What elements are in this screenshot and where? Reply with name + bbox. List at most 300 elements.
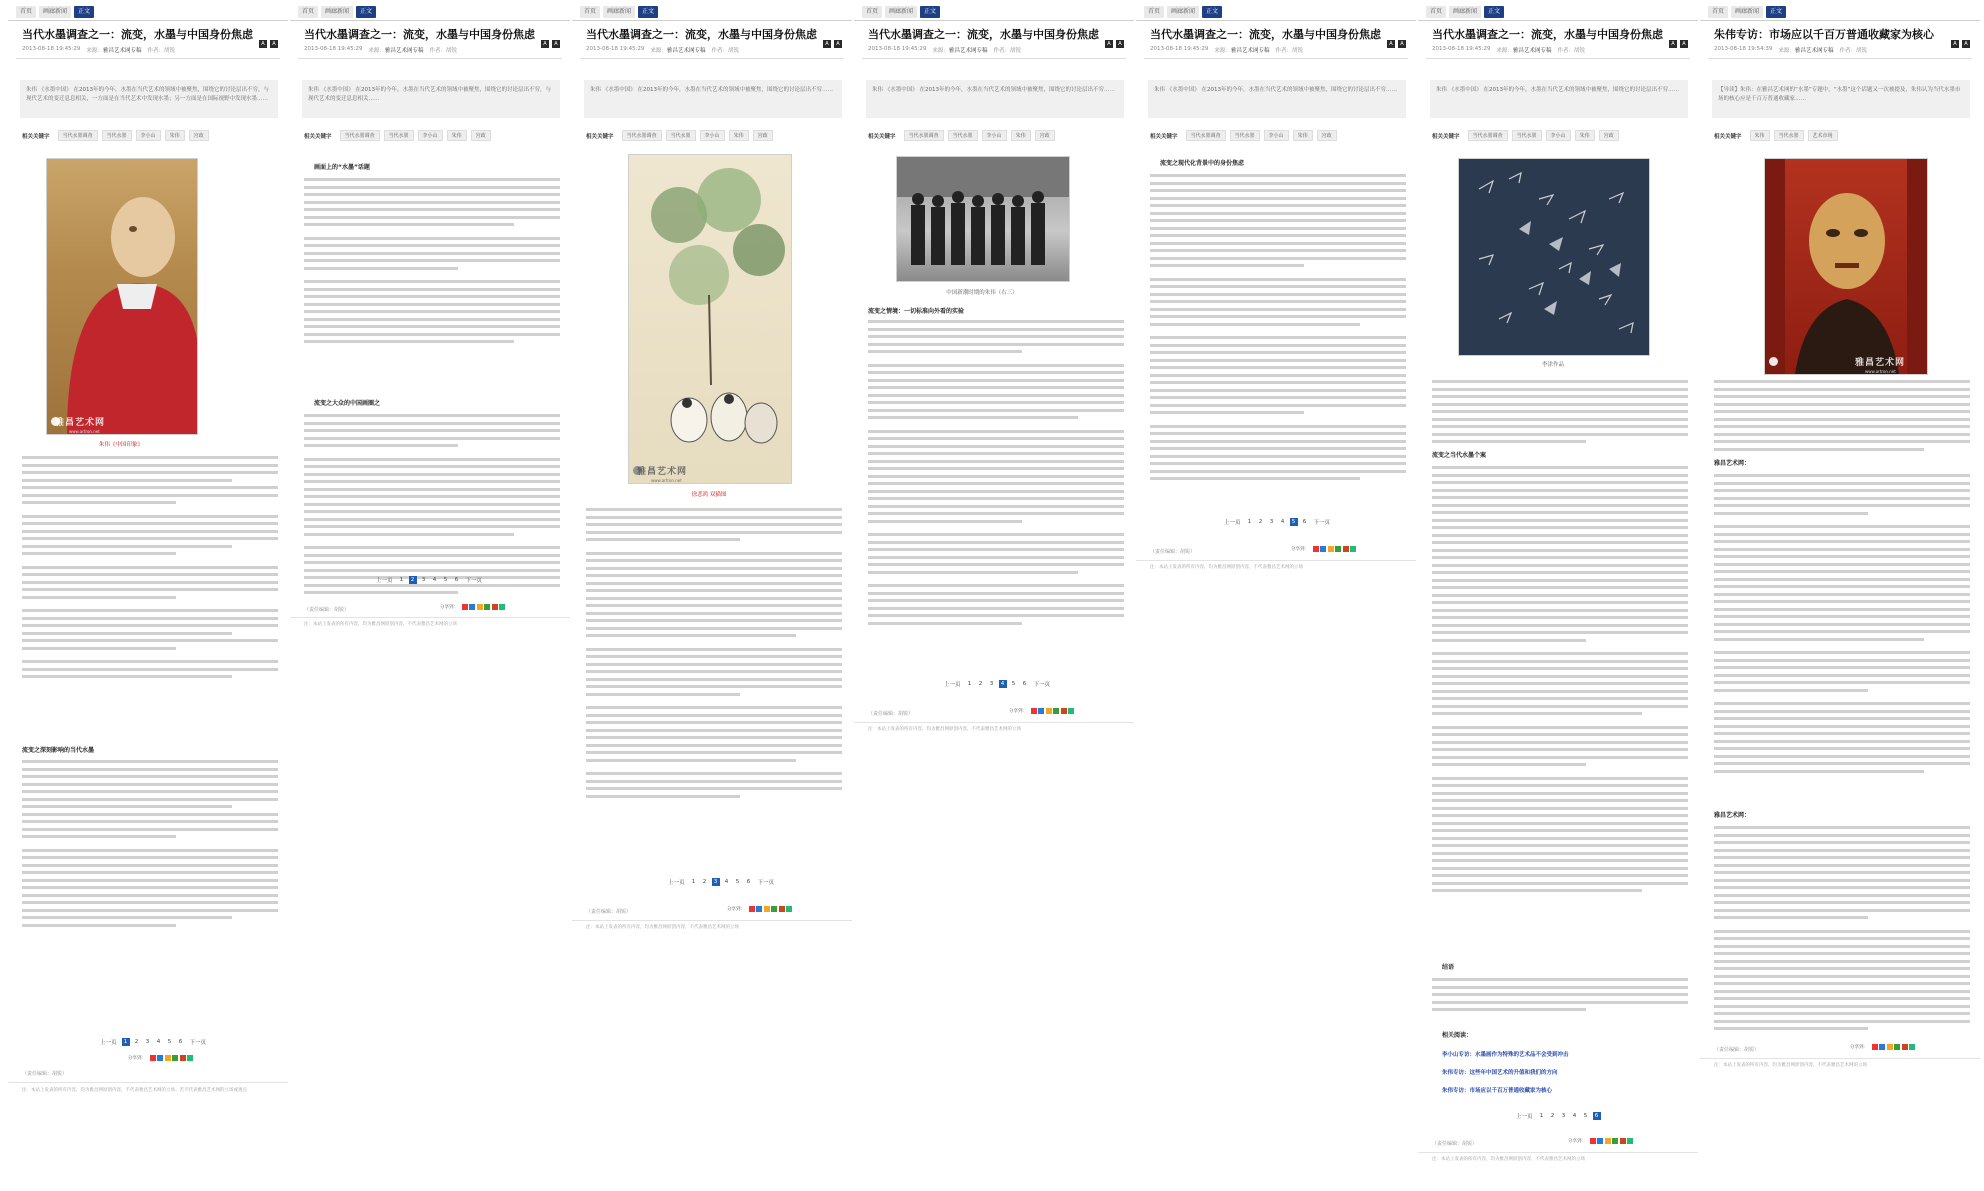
share-weibo-icon[interactable] bbox=[1872, 1044, 1878, 1050]
share-weibo-icon[interactable] bbox=[462, 604, 468, 610]
article-body bbox=[22, 456, 278, 683]
article-body bbox=[1714, 380, 1970, 455]
share-qq-icon[interactable] bbox=[1879, 1044, 1885, 1050]
next-page-link[interactable]: 下一页 bbox=[757, 880, 775, 886]
breadcrumb bbox=[1708, 6, 1786, 18]
tag[interactable]: 宫政 bbox=[1317, 130, 1337, 141]
article-summary bbox=[302, 80, 560, 118]
page-link[interactable]: 1 bbox=[122, 1038, 130, 1046]
divider bbox=[572, 20, 852, 21]
disclaimer: 注：本站上发表的所有内容，均为雅昌网原创内容，不代表雅昌艺术网的立场 bbox=[304, 622, 457, 627]
share-kaixin-icon[interactable] bbox=[492, 604, 498, 610]
article-image-portrait[interactable] bbox=[46, 158, 198, 435]
tag[interactable]: 宫政 bbox=[189, 130, 209, 141]
article-meta bbox=[1432, 46, 1585, 54]
breadcrumb-news[interactable]: 画廊新闻 bbox=[321, 6, 353, 18]
tag[interactable]: 当代水墨 bbox=[384, 130, 414, 141]
tag[interactable]: 朱伟 bbox=[447, 130, 467, 141]
breadcrumb-current[interactable]: 正文 bbox=[638, 6, 658, 18]
prev-page-link[interactable]: 上一页 bbox=[668, 880, 685, 886]
article-panel-3 bbox=[572, 0, 852, 1191]
share-label: 分享到： bbox=[727, 907, 745, 912]
share-kaixin-icon[interactable] bbox=[1902, 1044, 1908, 1050]
breadcrumb-news[interactable]: 画廊新闻 bbox=[1449, 6, 1481, 18]
tags-label: 相关关键字 bbox=[868, 133, 896, 140]
article-summary bbox=[20, 80, 278, 118]
page-link[interactable]: 6 bbox=[746, 879, 751, 885]
tag[interactable]: 朱伟 bbox=[1011, 130, 1031, 141]
divider bbox=[1700, 20, 1980, 21]
font-size-controls bbox=[1951, 40, 1970, 48]
share-more-icon[interactable] bbox=[1068, 708, 1074, 714]
page-link[interactable]: 6 bbox=[454, 577, 459, 583]
article-source[interactable]: 雅昌艺术网专稿 bbox=[948, 48, 988, 54]
tag[interactable]: 当代水墨调查 bbox=[622, 130, 662, 141]
breadcrumb-current[interactable]: 正文 bbox=[1766, 6, 1786, 18]
page-link[interactable]: 5 bbox=[1583, 1113, 1588, 1119]
breadcrumb-home[interactable]: 首页 bbox=[16, 6, 36, 18]
article-body bbox=[1714, 826, 1970, 1035]
font-larger-button[interactable]: A bbox=[1951, 40, 1959, 48]
breadcrumb bbox=[862, 6, 940, 18]
font-larger-button[interactable]: A bbox=[541, 40, 549, 48]
related-link[interactable]: 朱伟专访：这些年中国艺术的升值和我们的方向 bbox=[1442, 1070, 1558, 1076]
share-qq-icon[interactable] bbox=[1597, 1138, 1603, 1144]
summary-text: 朱伟 《水墨中国》 在2013年的今年，水墨在当代艺术的领域中被聚焦，围绕它的讨论层出不穷，与现代艺术的变迁息息相关，一方面是在当代艺术中发现水墨；另一方面是在国际视野中发现水墨…… bbox=[26, 87, 269, 102]
article-image-portrait-red[interactable] bbox=[1764, 158, 1928, 375]
page-link[interactable]: 3 bbox=[712, 878, 720, 886]
font-smaller-button[interactable]: A bbox=[1398, 40, 1406, 48]
keyword-tags bbox=[1432, 130, 1619, 141]
font-size-controls bbox=[1669, 40, 1688, 48]
author-label: 作者： bbox=[1275, 48, 1292, 54]
share-renren-icon[interactable] bbox=[477, 604, 483, 610]
portrait-illustration bbox=[47, 159, 197, 434]
editor-credit: （责任编辑：胡锐） bbox=[586, 909, 632, 915]
divider bbox=[290, 617, 570, 618]
breadcrumb-current[interactable]: 正文 bbox=[74, 6, 94, 18]
share-douban-icon[interactable] bbox=[172, 1055, 178, 1061]
prev-page-link[interactable]: 上一页 bbox=[1516, 1114, 1533, 1120]
article-title: 当代水墨调查之一：流变，水墨与中国身份焦虑 bbox=[22, 28, 253, 41]
share-renren-icon[interactable] bbox=[1605, 1138, 1611, 1144]
source-label: 来源： bbox=[932, 48, 949, 54]
share-qq-icon[interactable] bbox=[157, 1055, 163, 1061]
share-renren-icon[interactable] bbox=[165, 1055, 171, 1061]
source-label: 来源： bbox=[1496, 48, 1513, 54]
disclaimer: 注：本站上发表的所有内容，均为雅昌网原创内容，不代表雅昌艺术网的立场 bbox=[586, 925, 739, 930]
page-link[interactable]: 6 bbox=[1593, 1112, 1601, 1120]
page-link[interactable]: 6 bbox=[1022, 681, 1027, 687]
share-renren-icon[interactable] bbox=[764, 906, 770, 912]
author-label: 作者： bbox=[1557, 48, 1574, 54]
page-link[interactable]: 5 bbox=[443, 577, 448, 583]
article-body bbox=[586, 508, 842, 802]
share-bar bbox=[727, 906, 792, 912]
page-link[interactable]: 5 bbox=[1290, 518, 1298, 526]
breadcrumb-current[interactable]: 正文 bbox=[356, 6, 376, 18]
share-douban-icon[interactable] bbox=[1894, 1044, 1900, 1050]
page-link[interactable]: 6 bbox=[178, 1039, 183, 1045]
editor-credit: （责任编辑：胡锐） bbox=[1714, 1047, 1760, 1053]
divider bbox=[1144, 58, 1408, 59]
prev-page-link[interactable]: 上一页 bbox=[1224, 520, 1241, 526]
share-renren-icon[interactable] bbox=[1328, 546, 1334, 552]
font-larger-button[interactable]: A bbox=[1105, 40, 1113, 48]
keyword-tags bbox=[868, 130, 1055, 141]
article-date: 2013-08-18 19:45:29 bbox=[868, 46, 927, 52]
page-link[interactable]: 2 bbox=[1258, 519, 1263, 525]
share-kaixin-icon[interactable] bbox=[779, 906, 785, 912]
share-qq-icon[interactable] bbox=[1320, 546, 1326, 552]
article-date: 2013-08-18 19:45:29 bbox=[586, 46, 645, 52]
pagination bbox=[942, 680, 1052, 688]
section-heading: 流变之情境：一切标准向外看的实验 bbox=[868, 308, 965, 315]
page-link[interactable]: 1 bbox=[1247, 519, 1252, 525]
next-page-link[interactable]: 下一页 bbox=[189, 1040, 207, 1046]
page-link[interactable]: 5 bbox=[167, 1039, 172, 1045]
divider bbox=[854, 722, 1134, 723]
page-link[interactable]: 2 bbox=[1550, 1113, 1555, 1119]
disclaimer: 注：本站上发表的所有内容，均为雅昌网原创内容，不代表雅昌艺术网的立场 bbox=[868, 727, 1021, 732]
tag[interactable]: 李小山 bbox=[418, 130, 443, 141]
article-meta bbox=[586, 46, 739, 54]
disclaimer: 注：本站上发表的所有内容，均为雅昌网原创内容，不代表雅昌艺术网的立场；若不代表雅昌艺术网的立场或观点 bbox=[22, 1088, 247, 1093]
related-link[interactable]: 朱伟专访：市场应以千百万普通收藏家为核心 bbox=[1442, 1088, 1553, 1094]
prev-page-link[interactable]: 上一页 bbox=[376, 578, 393, 584]
divider bbox=[1708, 58, 1972, 59]
share-qq-icon[interactable] bbox=[469, 604, 475, 610]
article-panel-2 bbox=[290, 0, 570, 1191]
page-link[interactable]: 3 bbox=[1561, 1113, 1566, 1119]
tag[interactable]: 当代水墨调查 bbox=[58, 130, 98, 141]
breadcrumb-home[interactable]: 首页 bbox=[1144, 6, 1164, 18]
article-title: 当代水墨调查之一：流变，水墨与中国身份焦虑 bbox=[1150, 28, 1381, 41]
tag[interactable]: 当代水墨调查 bbox=[340, 130, 380, 141]
breadcrumb-news[interactable]: 画廊新闻 bbox=[1167, 6, 1199, 18]
page-link[interactable]: 3 bbox=[989, 681, 994, 687]
prev-page-link[interactable]: 上一页 bbox=[944, 682, 961, 688]
article-summary bbox=[1712, 80, 1970, 118]
breadcrumb-news[interactable]: 画廊新闻 bbox=[39, 6, 71, 18]
tag[interactable]: 当代水墨 bbox=[666, 130, 696, 141]
page-link[interactable]: 1 bbox=[1539, 1113, 1544, 1119]
pagination bbox=[666, 878, 776, 886]
watermark-logo-icon bbox=[1769, 357, 1778, 366]
tag[interactable]: 宫政 bbox=[1599, 130, 1619, 141]
page-link[interactable]: 4 bbox=[432, 577, 437, 583]
page-link[interactable]: 4 bbox=[724, 879, 729, 885]
share-more-icon[interactable] bbox=[187, 1055, 193, 1061]
tag[interactable]: 当代水墨 bbox=[948, 130, 978, 141]
breadcrumb-current[interactable]: 正文 bbox=[1202, 6, 1222, 18]
tags-label: 相关关键字 bbox=[1150, 133, 1178, 140]
share-weibo-icon[interactable] bbox=[1031, 708, 1037, 714]
summary-text: 朱伟 《水墨中国》 在2013年的今年，水墨在当代艺术的领域中被聚焦，围绕它的讨论层出不穷…… bbox=[590, 87, 833, 93]
article-author: 胡锐 bbox=[445, 48, 457, 54]
share-bar bbox=[1850, 1044, 1915, 1050]
article-body bbox=[1432, 466, 1688, 897]
keyword-tags bbox=[304, 130, 491, 141]
author-label: 作者： bbox=[1839, 48, 1856, 54]
article-source[interactable]: 雅昌艺术网专稿 bbox=[1512, 48, 1552, 54]
section-heading: 雅昌艺术网： bbox=[1714, 812, 1751, 819]
share-douban-icon[interactable] bbox=[484, 604, 490, 610]
font-larger-button[interactable]: A bbox=[1387, 40, 1395, 48]
breadcrumb bbox=[298, 6, 376, 18]
article-source[interactable]: 雅昌艺术网专稿 bbox=[666, 48, 706, 54]
divider bbox=[290, 20, 570, 21]
share-kaixin-icon[interactable] bbox=[180, 1055, 186, 1061]
tag[interactable]: 宫政 bbox=[471, 130, 491, 141]
page-link[interactable]: 2 bbox=[409, 576, 417, 584]
tag[interactable]: 当代水墨调查 bbox=[904, 130, 944, 141]
section-heading: 流变之当代水墨个案 bbox=[1432, 452, 1487, 459]
page-link[interactable]: 2 bbox=[134, 1039, 139, 1045]
pagination bbox=[1514, 1112, 1601, 1120]
share-label: 分享到： bbox=[1850, 1045, 1868, 1050]
share-kaixin-icon[interactable] bbox=[1620, 1138, 1626, 1144]
share-renren-icon[interactable] bbox=[1046, 708, 1052, 714]
tag[interactable]: 朱伟 bbox=[1750, 130, 1770, 141]
source-label: 来源： bbox=[86, 48, 103, 54]
related-link[interactable]: 李小山专访：水墨画作为特殊的艺术品不会受到冲击 bbox=[1442, 1052, 1569, 1058]
author-label: 作者： bbox=[147, 48, 164, 54]
article-source[interactable]: 雅昌艺术网专稿 bbox=[102, 48, 142, 54]
tag[interactable]: 当代水墨 bbox=[1512, 130, 1542, 141]
tags-label: 相关关键字 bbox=[1432, 133, 1460, 140]
share-label: 分享到： bbox=[1009, 709, 1027, 714]
article-image-group-photo[interactable] bbox=[896, 156, 1070, 282]
tag[interactable]: 当代水墨 bbox=[1774, 130, 1804, 141]
tag[interactable]: 李小山 bbox=[1546, 130, 1571, 141]
page-link[interactable]: 4 bbox=[1280, 519, 1285, 525]
font-larger-button[interactable]: A bbox=[1669, 40, 1677, 48]
page-link[interactable]: 5 bbox=[735, 879, 740, 885]
share-bar bbox=[1009, 708, 1074, 714]
font-smaller-button[interactable]: A bbox=[552, 40, 560, 48]
pagination bbox=[98, 1038, 208, 1046]
page-link[interactable]: 4 bbox=[1572, 1113, 1577, 1119]
article-title: 朱伟专访：市场应以千百万普通收藏家为核心 bbox=[1714, 28, 1934, 41]
breadcrumb-news[interactable]: 画廊新闻 bbox=[603, 6, 635, 18]
breadcrumb-home[interactable]: 首页 bbox=[1708, 6, 1728, 18]
tag[interactable]: 李小山 bbox=[700, 130, 725, 141]
page-link[interactable]: 1 bbox=[399, 577, 404, 583]
source-label: 来源： bbox=[368, 48, 385, 54]
font-smaller-button[interactable]: A bbox=[1962, 40, 1970, 48]
section-heading: 雅昌艺术网： bbox=[1714, 460, 1751, 467]
divider bbox=[16, 58, 280, 59]
share-label: 分享到： bbox=[440, 605, 458, 610]
breadcrumb-home[interactable]: 首页 bbox=[580, 6, 600, 18]
divider bbox=[1418, 1152, 1698, 1153]
share-kaixin-icon[interactable] bbox=[1343, 546, 1349, 552]
share-weibo-icon[interactable] bbox=[150, 1055, 156, 1061]
tag[interactable]: 朱伟 bbox=[1575, 130, 1595, 141]
tag[interactable]: 朱伟 bbox=[1293, 130, 1313, 141]
next-page-link[interactable]: 下一页 bbox=[1033, 682, 1051, 688]
tags-label: 相关关键字 bbox=[586, 133, 614, 140]
font-smaller-button[interactable]: A bbox=[834, 40, 842, 48]
divider bbox=[572, 920, 852, 921]
share-douban-icon[interactable] bbox=[1612, 1138, 1618, 1144]
article-author: 胡锐 bbox=[727, 48, 739, 54]
tag[interactable]: 宫政 bbox=[1035, 130, 1055, 141]
article-panel-6 bbox=[1418, 0, 1698, 1191]
font-size-controls bbox=[823, 40, 842, 48]
share-more-icon[interactable] bbox=[1350, 546, 1356, 552]
divider bbox=[8, 1082, 288, 1083]
page-link[interactable]: 1 bbox=[691, 879, 696, 885]
tag[interactable]: 宫政 bbox=[753, 130, 773, 141]
article-summary bbox=[584, 80, 842, 118]
share-more-icon[interactable] bbox=[499, 604, 505, 610]
article-image-cats-painting[interactable] bbox=[628, 154, 792, 484]
section-heading: 流变之大众的中国画圈之 bbox=[314, 400, 381, 407]
summary-text: 朱伟 《水墨中国》 在2013年的今年，水墨在当代艺术的领域中被聚焦，围绕它的讨论层出不穷…… bbox=[1154, 87, 1397, 93]
font-size-controls bbox=[1105, 40, 1124, 48]
share-qq-icon[interactable] bbox=[756, 906, 762, 912]
next-page-link[interactable]: 下一页 bbox=[1313, 520, 1331, 526]
section-heading: 流变之现代化背景中的身份焦虑 bbox=[1160, 160, 1245, 167]
ink-painting-illustration bbox=[1459, 159, 1649, 355]
tag[interactable]: 当代水墨 bbox=[1230, 130, 1260, 141]
font-smaller-button[interactable]: A bbox=[1116, 40, 1124, 48]
share-bar bbox=[1568, 1138, 1633, 1144]
tags-label: 相关关键字 bbox=[1714, 133, 1742, 140]
page-link[interactable]: 1 bbox=[967, 681, 972, 687]
share-weibo-icon[interactable] bbox=[749, 906, 755, 912]
divider bbox=[862, 58, 1126, 59]
article-meta bbox=[1150, 46, 1303, 54]
tag[interactable]: 朱伟 bbox=[165, 130, 185, 141]
summary-text: 朱伟 《水墨中国》 在2013年的今年，水墨在当代艺术的领域中被聚焦，围绕它的讨论层出不穷，与现代艺术的变迁息息相关…… bbox=[308, 87, 551, 102]
divider bbox=[1418, 20, 1698, 21]
breadcrumb-news[interactable]: 画廊新闻 bbox=[1731, 6, 1763, 18]
article-date: 2013-08-18 19:45:29 bbox=[1150, 46, 1209, 52]
share-weibo-icon[interactable] bbox=[1590, 1138, 1596, 1144]
share-renren-icon[interactable] bbox=[1887, 1044, 1893, 1050]
font-size-controls bbox=[259, 40, 278, 48]
author-label: 作者： bbox=[993, 48, 1010, 54]
share-more-icon[interactable] bbox=[1909, 1044, 1915, 1050]
share-douban-icon[interactable] bbox=[1053, 708, 1059, 714]
image-caption: 朱伟《中国印象》 bbox=[98, 442, 143, 448]
prev-page-link[interactable]: 上一页 bbox=[100, 1040, 117, 1046]
tag[interactable]: 李小山 bbox=[136, 130, 161, 141]
page-link[interactable]: 2 bbox=[978, 681, 983, 687]
breadcrumb-home[interactable]: 首页 bbox=[1426, 6, 1446, 18]
tag[interactable]: 当代水墨调查 bbox=[1468, 130, 1508, 141]
font-smaller-button[interactable]: A bbox=[270, 40, 278, 48]
page-link[interactable]: 2 bbox=[702, 879, 707, 885]
article-author: 胡锐 bbox=[163, 48, 175, 54]
breadcrumb-news[interactable]: 画廊新闻 bbox=[885, 6, 917, 18]
share-douban-icon[interactable] bbox=[771, 906, 777, 912]
article-body bbox=[1432, 978, 1688, 1016]
page-link[interactable]: 4 bbox=[156, 1039, 161, 1045]
divider bbox=[1136, 20, 1416, 21]
breadcrumb-current[interactable]: 正文 bbox=[1484, 6, 1504, 18]
page-link[interactable]: 3 bbox=[145, 1039, 150, 1045]
article-body bbox=[1714, 474, 1970, 777]
editor-credit: （责任编辑：胡锐） bbox=[1432, 1141, 1478, 1147]
divider bbox=[1426, 58, 1690, 59]
tag[interactable]: 李小山 bbox=[1264, 130, 1289, 141]
watermark-url: www.artron.net bbox=[69, 429, 100, 434]
share-more-icon[interactable] bbox=[1627, 1138, 1633, 1144]
article-body bbox=[868, 320, 1124, 629]
watermark: 雅昌艺术网 bbox=[637, 467, 688, 477]
page-link[interactable]: 3 bbox=[1269, 519, 1274, 525]
breadcrumb-current[interactable]: 正文 bbox=[920, 6, 940, 18]
article-date: 2013-08-18 19:45:29 bbox=[304, 46, 363, 52]
summary-text: 【导读】朱伟：在雅昌艺术网的“水墨”专题中，“水墨”这个话题又一次被提及，朱伟认为当代水墨市场的核心应是千百万普通收藏家…… bbox=[1718, 87, 1961, 102]
editor-credit: （责任编辑：胡锐） bbox=[1150, 549, 1196, 555]
article-image-ink-painting[interactable] bbox=[1458, 158, 1650, 356]
pagination bbox=[374, 576, 484, 584]
tag[interactable]: 朱伟 bbox=[729, 130, 749, 141]
tag[interactable]: 当代水墨 bbox=[102, 130, 132, 141]
source-label: 来源： bbox=[1214, 48, 1231, 54]
font-smaller-button[interactable]: A bbox=[1680, 40, 1688, 48]
page-link[interactable]: 3 bbox=[421, 577, 426, 583]
article-title: 当代水墨调查之一：流变，水墨与中国身份焦虑 bbox=[1432, 28, 1663, 41]
article-body bbox=[1432, 380, 1688, 448]
tag[interactable]: 当代水墨调查 bbox=[1186, 130, 1226, 141]
disclaimer: 注：本站上发表的所有内容，均为雅昌网原创内容，不代表雅昌艺术网的立场 bbox=[1432, 1157, 1585, 1162]
font-larger-button[interactable]: A bbox=[823, 40, 831, 48]
article-date: 2013-08-18 19:45:29 bbox=[1432, 46, 1491, 52]
watermark: 雅昌艺术网 bbox=[1855, 358, 1906, 368]
share-bar bbox=[1291, 546, 1356, 552]
share-weibo-icon[interactable] bbox=[1313, 546, 1319, 552]
next-page-link[interactable]: 下一页 bbox=[465, 578, 483, 584]
section-heading: 画面上的“水墨”话题 bbox=[314, 164, 370, 171]
share-douban-icon[interactable] bbox=[1335, 546, 1341, 552]
font-size-controls bbox=[1387, 40, 1406, 48]
article-panel-4 bbox=[854, 0, 1134, 1191]
font-larger-button[interactable]: A bbox=[259, 40, 267, 48]
cats-painting-illustration bbox=[629, 155, 791, 483]
article-source[interactable]: 雅昌艺术网专稿 bbox=[1794, 48, 1834, 54]
page-link[interactable]: 4 bbox=[999, 680, 1007, 688]
breadcrumb-home[interactable]: 首页 bbox=[862, 6, 882, 18]
keyword-tags bbox=[586, 130, 773, 141]
keyword-tags bbox=[22, 130, 209, 141]
article-source[interactable]: 雅昌艺术网专稿 bbox=[384, 48, 424, 54]
tag[interactable]: 艺术市场 bbox=[1808, 130, 1838, 141]
article-meta bbox=[1714, 46, 1867, 54]
article-date: 2013-08-18 19:54:39 bbox=[1714, 46, 1773, 52]
keyword-tags bbox=[1714, 130, 1838, 141]
editor-credit: （责任编辑：胡锐） bbox=[868, 711, 914, 717]
image-caption: 徐悲鸿 双猫图 bbox=[691, 492, 727, 498]
article-summary bbox=[1148, 80, 1406, 118]
tag[interactable]: 李小山 bbox=[982, 130, 1007, 141]
share-more-icon[interactable] bbox=[786, 906, 792, 912]
share-qq-icon[interactable] bbox=[1038, 708, 1044, 714]
divider bbox=[8, 20, 288, 21]
page-link[interactable]: 6 bbox=[1302, 519, 1307, 525]
share-kaixin-icon[interactable] bbox=[1061, 708, 1067, 714]
page-link[interactable]: 5 bbox=[1011, 681, 1016, 687]
breadcrumb-home[interactable]: 首页 bbox=[298, 6, 318, 18]
article-source[interactable]: 雅昌艺术网专稿 bbox=[1230, 48, 1270, 54]
breadcrumb bbox=[16, 6, 94, 18]
article-panel-1 bbox=[8, 0, 288, 1191]
